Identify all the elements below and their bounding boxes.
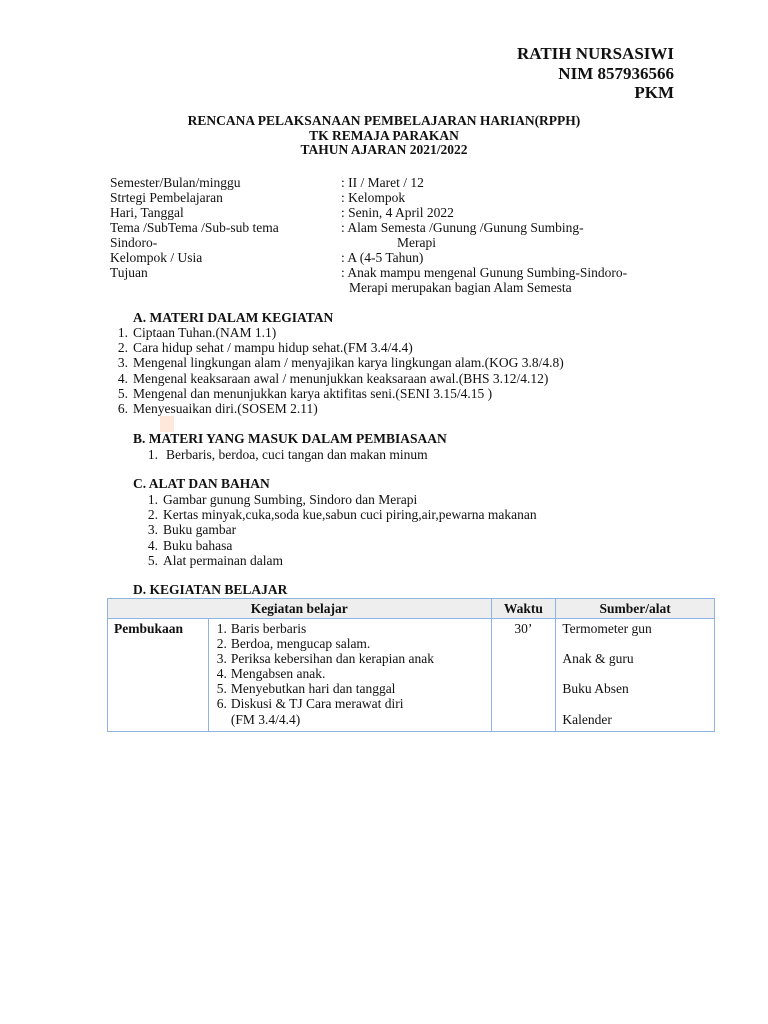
activity-cont: (FM 3.4/4.4) xyxy=(230,711,301,727)
item-text: Alat permainan dalam xyxy=(163,552,283,568)
section-a-heading: A. MATERI DALAM KEGIATAN xyxy=(133,310,334,325)
item-text: Menyebutkan hari dan tanggal xyxy=(230,681,396,697)
item-number: 4. xyxy=(117,370,128,386)
header-sumber: Sumber/alat xyxy=(556,599,715,619)
item-number: 6. xyxy=(216,696,227,712)
info-label: Tema /SubTema /Sub-sub tema xyxy=(110,220,279,235)
author-nim: NIM 857936566 xyxy=(558,63,674,83)
item-number: 6. xyxy=(117,401,128,417)
item-text: Berbaris, berdoa, cuci tangan dan makan minum xyxy=(166,447,428,462)
item-text: Mengenal dan menunjukkan karya aktifitas seni.(SENI 3.15/4.15 ) xyxy=(133,385,493,401)
list-item xyxy=(146,522,537,537)
info-value: : II / Maret / 12 xyxy=(341,175,424,190)
header-waktu: Waktu xyxy=(491,599,556,619)
item-number: 1. xyxy=(117,325,128,340)
list-item xyxy=(116,371,564,386)
info-value: : Anak mampu mengenal Gunung Sumbing-Sindoro- xyxy=(341,265,628,280)
item-text: Buku bahasa xyxy=(163,537,233,553)
item-number: 5. xyxy=(147,552,158,568)
info-value-cont: Merapi xyxy=(397,235,436,250)
activity-item xyxy=(213,666,485,681)
list-item xyxy=(146,492,537,507)
info-value: : A (4-5 Tahun) xyxy=(341,250,424,265)
sumber-cell xyxy=(556,619,715,732)
sumber-item: Termometer gun xyxy=(562,621,652,636)
author-program: PKM xyxy=(634,83,674,102)
item-number: 2. xyxy=(147,507,158,523)
item-text: Menyesuaikan diri.(SOSEM 2.11) xyxy=(133,401,318,417)
item-text: Berdoa, mengucap salam. xyxy=(230,636,371,652)
section-b-list xyxy=(146,447,428,462)
section-b-heading: B. MATERI YANG MASUK DALAM PEMBIASAAN xyxy=(133,431,447,446)
item-number: 1. xyxy=(147,492,158,507)
info-label: Tujuan xyxy=(110,265,148,280)
info-value: : Alam Semesta /Gunung /Gunung Sumbing- xyxy=(341,220,584,235)
info-label: Kelompok / Usia xyxy=(110,250,203,265)
text-highlight-mark xyxy=(160,416,174,432)
section-a-list xyxy=(116,325,564,416)
document-title xyxy=(0,114,768,158)
header-kegiatan: Kegiatan belajar xyxy=(108,599,492,619)
info-label: Strtegi Pembelajaran xyxy=(110,190,223,205)
title-line-3: TAHUN AJARAN 2021/2022 xyxy=(300,142,468,158)
item-number: 4. xyxy=(147,537,158,553)
item-text: Mengenal lingkungan alam / menyajikan karya lingkungan alam.(KOG 3.8/4.8) xyxy=(133,355,564,371)
activity-item xyxy=(213,681,485,696)
item-text: Mengenal keaksaraan awal / menunjukkan keaksaraan awal.(BHS 3.12/4.12) xyxy=(133,370,549,386)
list-item xyxy=(146,538,537,553)
item-number: 5. xyxy=(216,681,227,697)
item-text: Buku gambar xyxy=(163,522,237,538)
activity-item xyxy=(213,636,485,651)
title-line-1: RENCANA PELAKSANAAN PEMBELAJARAN HARIAN(RPPH) xyxy=(187,113,581,128)
table-header-row xyxy=(108,599,715,619)
item-number: 4. xyxy=(216,666,227,682)
section-d-heading: D. KEGIATAN BELAJAR xyxy=(133,582,288,597)
item-text: Kertas minyak,cuka,soda kue,sabun cuci piring,air,pewarna makanan xyxy=(163,507,537,523)
info-label-cont: Sindoro- xyxy=(110,235,158,250)
item-text: Ciptaan Tuhan.(NAM 1.1) xyxy=(133,325,277,340)
kegiatan-table xyxy=(107,598,715,732)
list-item xyxy=(116,340,564,355)
activity-item xyxy=(213,621,485,636)
item-text: Mengabsen anak. xyxy=(230,666,326,682)
sumber-item: Buku Absen xyxy=(562,681,629,697)
info-value: : Kelompok xyxy=(341,190,406,205)
item-text: Periksa kebersihan dan kerapian anak xyxy=(230,651,435,667)
item-text: Cara hidup sehat / mampu hidup sehat.(FM 3.4/4.4) xyxy=(133,340,413,356)
list-item xyxy=(116,386,564,401)
phase-cell: Pembukaan xyxy=(108,619,209,732)
item-text: Gambar gunung Sumbing, Sindoro dan Merapi xyxy=(163,492,418,507)
list-item xyxy=(116,325,564,340)
item-number: 2. xyxy=(216,636,227,652)
table-row xyxy=(108,619,715,732)
list-item xyxy=(116,401,564,416)
item-number: 2. xyxy=(117,340,128,356)
info-label: Semester/Bulan/minggu xyxy=(110,175,241,190)
activity-item xyxy=(213,651,485,666)
info-value-cont: Merapi merupakan bagian Alam Semesta xyxy=(349,280,572,295)
title-line-2: TK REMAJA PARAKAN xyxy=(309,127,459,143)
activities-cell xyxy=(208,619,491,732)
section-c-heading: C. ALAT DAN BAHAN xyxy=(133,476,270,491)
item-number: 5. xyxy=(117,385,128,401)
activity-item xyxy=(213,696,485,711)
section-c-list xyxy=(146,492,537,568)
waktu-cell: 30’ xyxy=(491,619,556,732)
item-number: 1. xyxy=(147,447,158,462)
info-value: : Senin, 4 April 2022 xyxy=(341,205,454,220)
info-label: Hari, Tanggal xyxy=(110,205,184,220)
list-item xyxy=(146,553,537,568)
sumber-item: Kalender xyxy=(562,711,612,727)
item-number: 3. xyxy=(147,522,158,538)
list-item xyxy=(146,507,537,522)
list-item xyxy=(146,447,428,462)
author-name: RATIH NURSASIWI xyxy=(517,44,674,63)
item-number: 3. xyxy=(216,651,227,667)
item-text: Diskusi & TJ Cara merawat diri xyxy=(230,696,404,712)
item-number: 3. xyxy=(117,355,128,371)
item-number: 1. xyxy=(216,621,227,636)
item-text: Baris berbaris xyxy=(230,621,307,636)
sumber-item: Anak & guru xyxy=(562,651,634,667)
list-item xyxy=(116,355,564,370)
author-block xyxy=(517,44,674,103)
